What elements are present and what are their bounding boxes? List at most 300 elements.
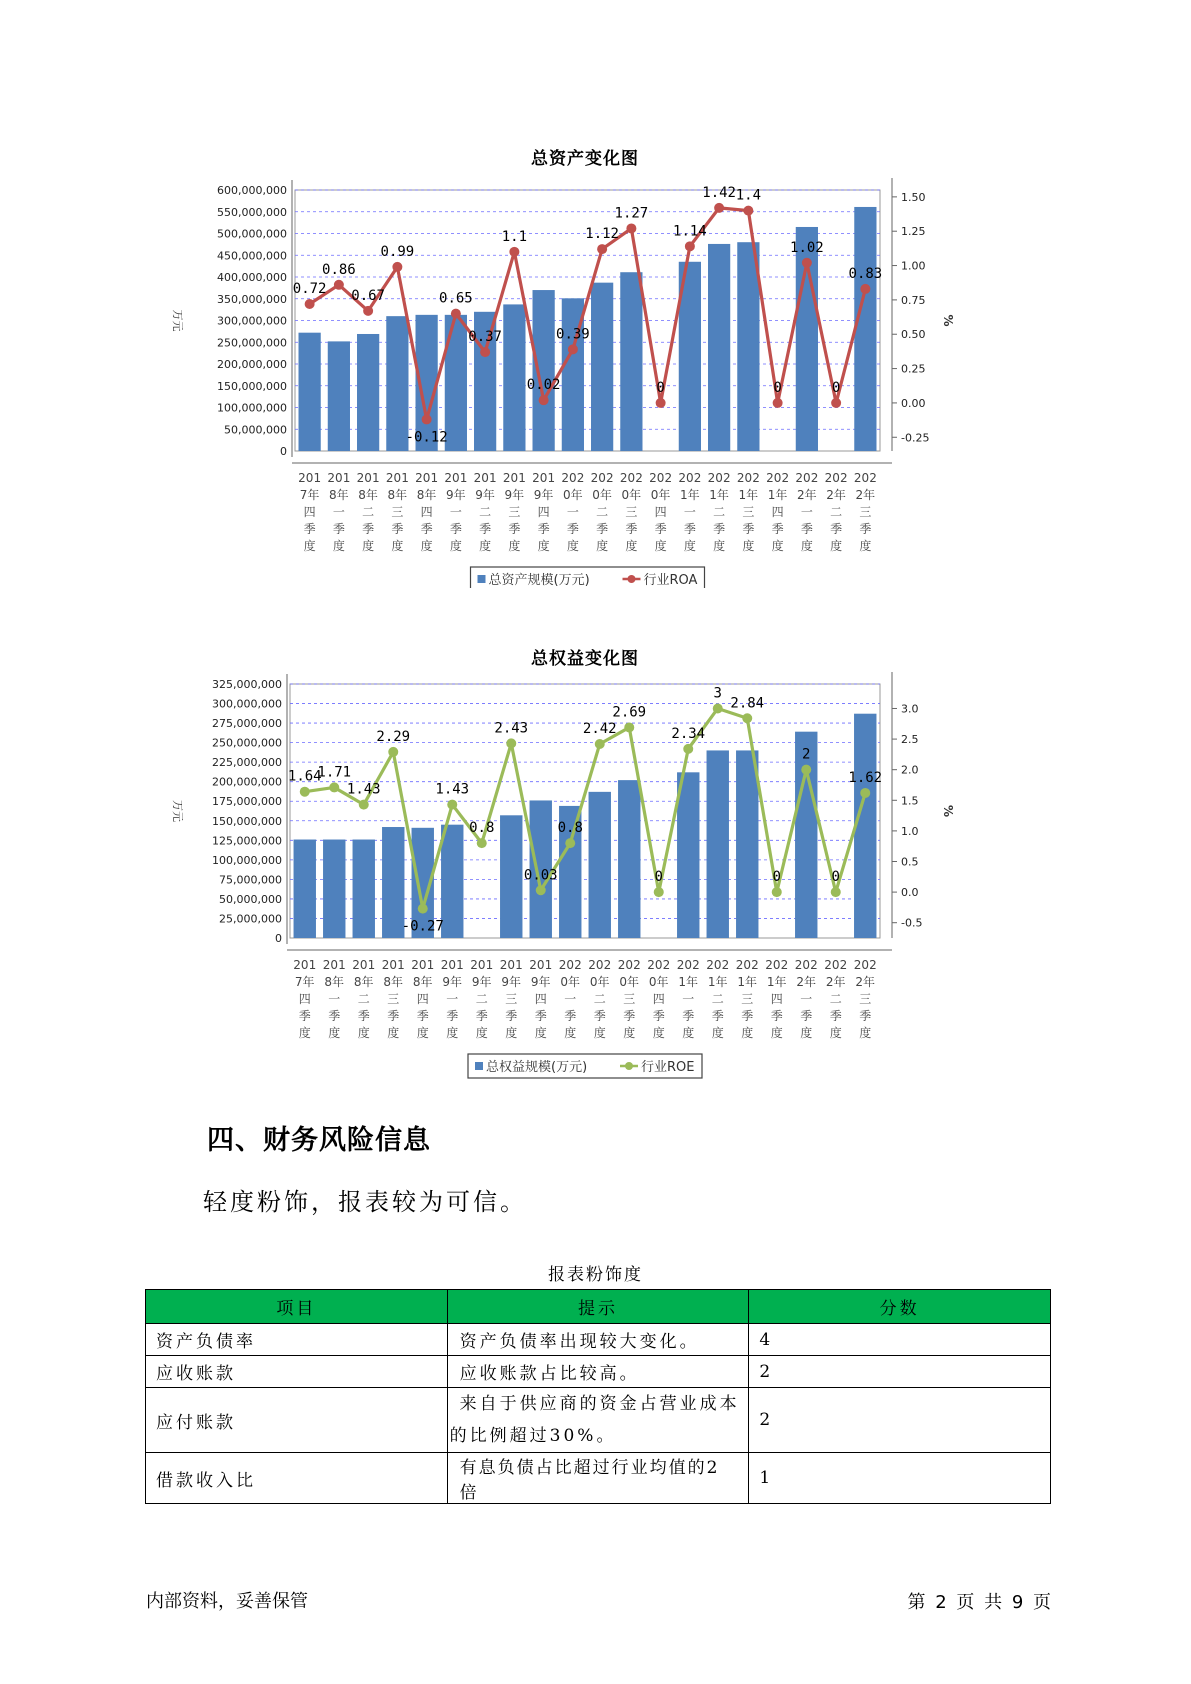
- x-tick-label: 三: [859, 505, 872, 519]
- x-tick-label: 一: [564, 992, 577, 1006]
- x-tick-label: 1年: [707, 975, 728, 989]
- data-label: 2.69: [612, 704, 647, 721]
- data-label: 0.83: [848, 265, 883, 282]
- x-tick-label: 季: [829, 1009, 842, 1023]
- x-tick-label: 201: [440, 958, 464, 972]
- y-tick-label: 250,000,000: [212, 736, 282, 750]
- x-tick-label: 季: [859, 522, 872, 536]
- x-tick-label: 度: [332, 539, 345, 553]
- x-tick-label: 季: [625, 522, 638, 536]
- x-tick-label: 度: [475, 1026, 488, 1040]
- y-tick-label: 75,000,000: [219, 873, 282, 887]
- line-point: [801, 765, 811, 775]
- bar: [618, 780, 640, 938]
- line-point: [539, 395, 549, 405]
- x-tick-label: 二: [479, 505, 492, 519]
- x-tick-label: 季: [654, 522, 667, 536]
- x-tick-label: 季: [683, 522, 696, 536]
- x-tick-label: 201: [385, 471, 409, 485]
- x-tick-label: 季: [713, 522, 726, 536]
- x-tick-label: 1年: [709, 488, 729, 502]
- x-tick-label: 四: [654, 505, 667, 519]
- x-tick-label: 201: [381, 958, 405, 972]
- x-tick-label: 二: [596, 505, 609, 519]
- y2-tick-label: 2.0: [901, 763, 919, 777]
- x-tick-label: 8年: [387, 488, 408, 502]
- x-tick-label: 201: [532, 471, 556, 485]
- x-tick-label: 9年: [471, 975, 492, 989]
- x-tick-label: 季: [771, 522, 784, 536]
- bar: [533, 290, 555, 451]
- x-tick-label: 201: [473, 471, 497, 485]
- x-tick-label: 2年: [826, 488, 846, 502]
- y-tick-label: 150,000,000: [212, 814, 282, 828]
- x-tick-label: 201: [444, 471, 468, 485]
- data-label: 2.43: [494, 720, 529, 737]
- x-tick-label: 度: [654, 539, 667, 553]
- x-tick-label: 度: [537, 539, 550, 553]
- x-tick-label: 202: [649, 471, 673, 485]
- y-tick-label: 350,000,000: [217, 292, 287, 306]
- x-tick-label: 度: [479, 539, 492, 553]
- y-tick-label: 50,000,000: [219, 892, 282, 906]
- data-label: 0.8: [557, 820, 583, 837]
- y-tick-label: 300,000,000: [217, 314, 287, 328]
- row-tip-line: 的比例超过30%。: [449, 1426, 617, 1446]
- x-tick-label: 四: [537, 505, 550, 519]
- bar: [503, 304, 525, 451]
- x-tick-label: 季: [537, 522, 550, 536]
- line-point: [773, 398, 783, 408]
- x-tick-label: 度: [387, 1026, 400, 1040]
- x-tick-label: 季: [859, 1009, 872, 1023]
- x-tick-label: 度: [298, 1026, 311, 1040]
- data-label: 2: [802, 746, 811, 763]
- x-tick-label: 9年: [533, 488, 554, 502]
- x-tick-label: 季: [830, 522, 843, 536]
- x-tick-label: 度: [770, 1026, 783, 1040]
- data-label: 1.4: [735, 187, 762, 204]
- data-label: 1.27: [614, 205, 649, 222]
- header-tip: 提示: [447, 1290, 749, 1324]
- legend-line-label: 行业ROA: [643, 573, 698, 588]
- x-tick-label: 9年: [530, 975, 551, 989]
- y-tick-label: 600,000,000: [217, 184, 287, 197]
- row-score: 2: [749, 1356, 1051, 1388]
- line-point: [506, 738, 516, 748]
- table-caption: 报表粉饰度: [548, 1265, 643, 1285]
- data-label: 1.71: [317, 764, 352, 781]
- legend-bar-label: 总资产规模(万元): [488, 573, 590, 588]
- row-score: 2: [749, 1388, 1051, 1453]
- x-tick-label: 度: [742, 539, 755, 553]
- x-tick-label: 度: [505, 1026, 518, 1040]
- bar: [707, 750, 729, 938]
- x-tick-label: 季: [741, 1009, 754, 1023]
- legend-line-marker: [625, 1062, 633, 1070]
- y2-tick-label: 2.5: [901, 733, 919, 747]
- x-tick-label: 季: [682, 1009, 695, 1023]
- x-tick-label: 8年: [324, 975, 345, 989]
- x-tick-label: 度: [771, 539, 784, 553]
- x-tick-label: 202: [706, 958, 730, 972]
- x-tick-label: 2年: [855, 975, 876, 989]
- x-tick-label: 季: [420, 522, 433, 536]
- x-tick-label: 202: [824, 958, 848, 972]
- row-tip: 应收账款占比较高。: [447, 1356, 749, 1388]
- x-tick-label: 一: [332, 505, 345, 519]
- table-row: [146, 1324, 1051, 1356]
- data-label: 0.65: [439, 290, 473, 307]
- data-label: 0: [773, 379, 782, 396]
- row-tip: [447, 1388, 749, 1453]
- x-tick-label: 9年: [504, 488, 525, 502]
- data-label: -0.27: [401, 918, 444, 935]
- x-tick-label: 202: [735, 958, 759, 972]
- data-label: 0.86: [322, 261, 356, 278]
- x-tick-label: 度: [564, 1026, 577, 1040]
- data-label: 0.72: [292, 281, 327, 298]
- line-point: [363, 306, 373, 316]
- x-tick-label: 1年: [767, 488, 788, 502]
- x-tick-label: 季: [508, 522, 521, 536]
- x-tick-label: 0年: [563, 488, 583, 502]
- x-tick-label: 9年: [442, 975, 463, 989]
- y-tick-label: 250,000,000: [217, 336, 287, 350]
- x-tick-label: 一: [683, 505, 696, 519]
- bar: [357, 334, 379, 451]
- x-tick-label: 三: [508, 505, 521, 519]
- y2-axis-title: %: [941, 804, 955, 818]
- x-tick-label: 202: [558, 958, 582, 972]
- x-tick-label: 度: [508, 539, 521, 553]
- line-point: [418, 904, 428, 914]
- x-tick-label: 202: [647, 958, 671, 972]
- x-tick-label: 一: [446, 992, 459, 1006]
- x-tick-label: 度: [391, 539, 404, 553]
- line-point: [329, 782, 339, 792]
- y-axis-title: 万元: [171, 800, 184, 822]
- x-tick-label: 202: [590, 471, 614, 485]
- header-item: 项目: [146, 1290, 448, 1324]
- data-label: 0: [772, 869, 781, 886]
- y-tick-label: 200,000,000: [217, 358, 287, 371]
- x-tick-label: 四: [298, 992, 311, 1006]
- x-tick-label: 季: [332, 522, 345, 536]
- line-point: [685, 241, 695, 251]
- y-tick-label: 175,000,000: [212, 795, 282, 809]
- x-tick-label: 季: [362, 522, 375, 536]
- x-tick-label: 三: [742, 505, 755, 519]
- x-tick-label: 0年: [650, 488, 671, 502]
- y-tick-label: 300,000,000: [212, 697, 282, 711]
- x-tick-label: 度: [741, 1026, 754, 1040]
- x-tick-label: 0年: [592, 488, 612, 502]
- line-point: [536, 885, 546, 895]
- x-tick-label: 季: [328, 1009, 341, 1023]
- line-point: [568, 344, 578, 354]
- data-label: 2.84: [730, 695, 765, 712]
- data-label: 0.02: [526, 377, 561, 394]
- data-label: 1.42: [702, 184, 736, 201]
- risk-conclusion: 轻度粉饰，报表较为可信。: [203, 1188, 527, 1216]
- x-tick-label: 四: [770, 992, 783, 1006]
- x-tick-label: 季: [593, 1009, 606, 1023]
- bar: [677, 772, 699, 938]
- x-tick-label: 四: [534, 992, 547, 1006]
- x-tick-label: 度: [683, 539, 696, 553]
- x-tick-label: 1年: [738, 488, 759, 502]
- x-tick-label: 0年: [560, 975, 581, 989]
- x-tick-label: 度: [829, 1026, 842, 1040]
- y2-tick-label: -0.5: [901, 916, 923, 930]
- bar: [589, 792, 611, 938]
- x-tick-label: 三: [505, 992, 518, 1006]
- data-label: -0.12: [405, 429, 448, 446]
- x-tick-label: 度: [859, 1026, 872, 1040]
- bar: [294, 840, 316, 938]
- x-tick-label: 1年: [678, 975, 699, 989]
- x-tick-label: 202: [707, 471, 731, 485]
- table-row: [146, 1453, 1051, 1504]
- x-tick-label: 9年: [446, 488, 466, 502]
- y-tick-label: 225,000,000: [212, 756, 282, 770]
- x-tick-label: 度: [328, 1026, 341, 1040]
- line-point: [860, 284, 870, 294]
- x-tick-label: 1年: [680, 488, 700, 502]
- bar: [500, 815, 522, 938]
- x-tick-label: 度: [593, 1026, 606, 1040]
- data-label: 0.37: [468, 329, 502, 346]
- x-tick-label: 8年: [383, 975, 404, 989]
- data-label: 1.43: [346, 781, 381, 798]
- data-label: 2.29: [376, 728, 411, 745]
- table-row: [146, 1388, 1051, 1453]
- x-tick-label: 季: [742, 522, 755, 536]
- x-tick-label: 8年: [353, 975, 374, 989]
- line-point: [359, 800, 369, 810]
- x-tick-label: 度: [357, 1026, 370, 1040]
- x-tick-label: 201: [415, 471, 439, 485]
- y-tick-label: 100,000,000: [212, 853, 282, 867]
- data-label: 3: [713, 685, 722, 702]
- total-equity-chart: [160, 638, 1010, 1088]
- x-tick-label: 201: [352, 958, 376, 972]
- x-tick-label: 季: [800, 1009, 813, 1023]
- data-label: 0: [656, 379, 665, 396]
- y-tick-label: 400,000,000: [217, 271, 287, 284]
- bar: [708, 244, 730, 451]
- data-label: 2.34: [671, 725, 706, 742]
- x-tick-label: 2年: [797, 488, 817, 502]
- row-tip-line: 来自于供应商的资金占营业成本: [459, 1394, 740, 1414]
- x-tick-label: 三: [859, 992, 872, 1006]
- y2-tick-label: 0.00: [901, 396, 926, 410]
- x-tick-label: 度: [416, 1026, 429, 1040]
- x-tick-label: 四: [303, 505, 316, 519]
- x-tick-label: 2年: [825, 975, 846, 989]
- bar: [323, 840, 345, 938]
- y2-tick-label: 1.25: [901, 225, 926, 239]
- x-tick-label: 202: [736, 471, 760, 485]
- data-label: 1.02: [790, 239, 824, 256]
- x-tick-label: 度: [652, 1026, 665, 1040]
- x-tick-label: 度: [711, 1026, 724, 1040]
- x-tick-label: 二: [829, 992, 842, 1006]
- x-tick-label: 度: [362, 539, 375, 553]
- footer-confidential: 内部资料，妥善保管: [146, 1591, 308, 1612]
- x-tick-label: 202: [765, 958, 789, 972]
- y2-tick-label: 0.50: [901, 328, 926, 342]
- data-label: 0.99: [380, 243, 415, 260]
- x-tick-label: 一: [682, 992, 695, 1006]
- y2-tick-label: -0.25: [901, 431, 930, 445]
- x-tick-label: 一: [566, 505, 579, 519]
- x-tick-label: 度: [713, 539, 726, 553]
- bar: [737, 242, 759, 451]
- line-point: [447, 800, 457, 810]
- x-tick-label: 四: [420, 505, 433, 519]
- x-tick-label: 二: [362, 505, 375, 519]
- y-tick-label: 325,000,000: [212, 678, 282, 691]
- legend-line-marker: [628, 575, 636, 583]
- data-label: 0.39: [556, 326, 590, 343]
- bar: [591, 283, 613, 451]
- x-tick-label: 季: [564, 1009, 577, 1023]
- y-axis-title: 万元: [171, 309, 184, 332]
- table-row: [146, 1356, 1051, 1388]
- y-tick-label: 275,000,000: [212, 717, 282, 731]
- x-tick-label: 季: [357, 1009, 370, 1023]
- line-point: [305, 299, 315, 309]
- data-label: 0: [831, 379, 841, 396]
- x-tick-label: 三: [623, 992, 636, 1006]
- row-score: 4: [749, 1324, 1051, 1356]
- x-tick-label: 202: [853, 958, 877, 972]
- row-score: 1: [749, 1453, 1051, 1504]
- bar: [736, 750, 758, 938]
- bar: [328, 341, 350, 451]
- x-tick-label: 二: [830, 505, 843, 519]
- line-point: [388, 747, 398, 757]
- row-tip: 资产负债率出现较大变化。: [447, 1324, 749, 1356]
- y2-tick-label: 0.25: [901, 362, 926, 376]
- y2-tick-label: 0.0: [901, 886, 919, 900]
- legend-bar-label: 总权益规模(万元): [486, 1060, 588, 1075]
- x-tick-label: 一: [328, 992, 341, 1006]
- data-label: 1.64: [287, 768, 322, 785]
- line-point: [742, 713, 752, 723]
- line-point: [713, 703, 723, 713]
- y-tick-label: 25,000,000: [219, 912, 282, 926]
- x-tick-label: 1年: [737, 975, 758, 989]
- legend-bar-swatch: [475, 1062, 483, 1070]
- x-tick-label: 季: [534, 1009, 547, 1023]
- y2-tick-label: 0.75: [901, 293, 926, 307]
- header-score: 分数: [749, 1290, 1051, 1324]
- line-point: [597, 244, 607, 254]
- x-tick-label: 9年: [475, 488, 495, 502]
- x-tick-label: 二: [593, 992, 606, 1006]
- x-tick-label: 季: [596, 522, 609, 536]
- x-tick-label: 201: [322, 958, 346, 972]
- x-tick-label: 季: [446, 1009, 459, 1023]
- x-tick-label: 202: [766, 471, 790, 485]
- x-tick-label: 201: [327, 471, 351, 485]
- x-tick-label: 8年: [412, 975, 433, 989]
- x-tick-label: 8年: [358, 488, 378, 502]
- x-tick-label: 度: [830, 539, 843, 553]
- x-tick-label: 二: [475, 992, 488, 1006]
- x-tick-label: 7年: [299, 488, 320, 502]
- x-tick-label: 季: [387, 1009, 400, 1023]
- x-tick-label: 二: [713, 505, 726, 519]
- line-point: [831, 887, 841, 897]
- x-tick-label: 0年: [589, 975, 610, 989]
- x-tick-label: 度: [859, 539, 872, 553]
- y-tick-label: 450,000,000: [217, 249, 287, 263]
- line-point: [654, 887, 664, 897]
- x-tick-label: 7年: [294, 975, 315, 989]
- x-tick-label: 201: [293, 958, 317, 972]
- line-point: [714, 203, 724, 213]
- legend-line-label: 行业ROE: [641, 1060, 695, 1075]
- y2-tick-label: 1.0: [901, 824, 919, 838]
- x-tick-label: 季: [479, 522, 492, 536]
- line-point: [334, 280, 344, 290]
- x-tick-label: 三: [391, 505, 404, 519]
- data-label: 1.12: [585, 226, 619, 243]
- x-tick-label: 一: [800, 992, 813, 1006]
- x-tick-label: 一: [449, 505, 462, 519]
- bar: [299, 333, 321, 451]
- line-point: [509, 247, 519, 257]
- x-tick-label: 三: [625, 505, 638, 519]
- row-item: 应收账款: [146, 1356, 448, 1388]
- x-tick-label: 度: [800, 1026, 813, 1040]
- row-item: 应付账款: [146, 1388, 448, 1453]
- line-point: [565, 838, 575, 848]
- x-tick-label: 201: [499, 958, 523, 972]
- line-point: [743, 206, 753, 216]
- x-tick-label: 季: [652, 1009, 665, 1023]
- x-tick-label: 2年: [796, 975, 817, 989]
- x-tick-label: 季: [298, 1009, 311, 1023]
- x-tick-label: 201: [502, 471, 526, 485]
- x-tick-label: 202: [619, 471, 643, 485]
- x-tick-label: 季: [623, 1009, 636, 1023]
- y-tick-label: 0: [275, 932, 282, 945]
- x-tick-label: 三: [741, 992, 754, 1006]
- x-tick-label: 0年: [621, 488, 642, 502]
- x-tick-label: 202: [853, 471, 877, 485]
- x-tick-label: 8年: [329, 488, 349, 502]
- data-label: 1.62: [848, 769, 883, 786]
- line-point: [772, 887, 782, 897]
- x-tick-label: 三: [387, 992, 400, 1006]
- y-tick-label: 100,000,000: [217, 401, 287, 415]
- x-tick-label: 202: [561, 471, 585, 485]
- line-point: [480, 347, 490, 357]
- x-tick-label: 度: [625, 539, 638, 553]
- footer-page-number: 第 2 页 共 9 页: [907, 1592, 1051, 1613]
- line-point: [422, 414, 432, 424]
- data-label: 0.03: [523, 867, 558, 884]
- y-tick-label: 200,000,000: [212, 775, 282, 789]
- line-point: [392, 262, 402, 272]
- x-tick-label: 季: [566, 522, 579, 536]
- x-tick-label: 度: [682, 1026, 695, 1040]
